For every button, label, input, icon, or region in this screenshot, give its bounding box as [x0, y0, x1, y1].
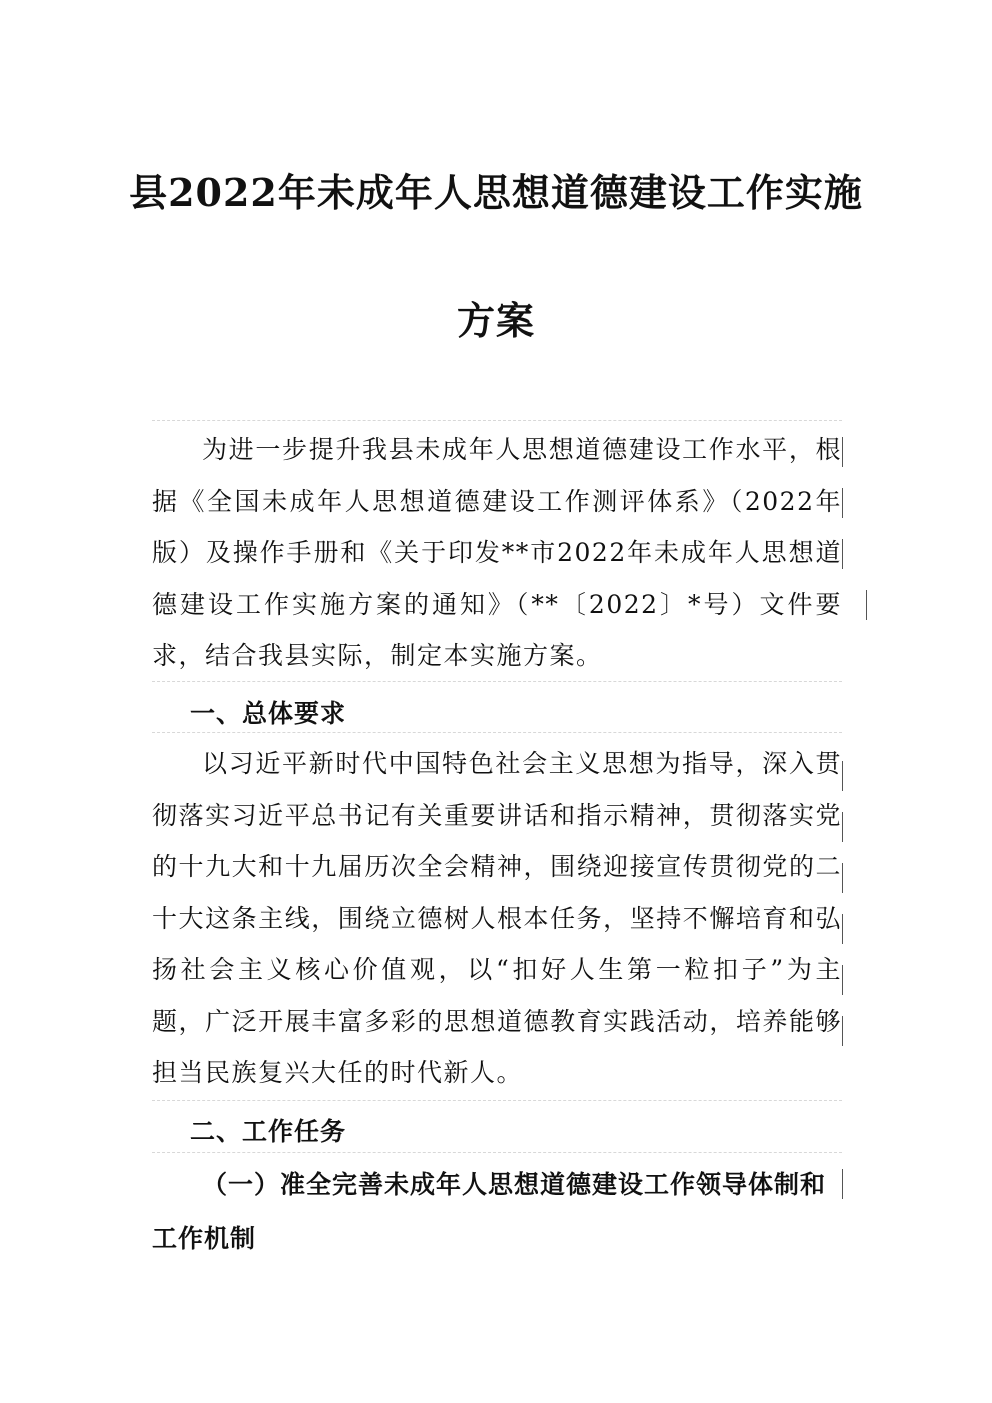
margin-mark — [842, 965, 843, 995]
margin-mark — [842, 488, 843, 518]
intro-paragraph: 为进一步提升我县未成年人思想道德建设工作水平，根据《全国未成年人思想道德建设工作测评体系》（2022年版）及操作手册和《关于印发**市2022年未成年人思想道德建设工作实施方案的通知》（**〔2022〕*号）文件要求，结合我县实际，制定本实施方案。 — [152, 435, 842, 670]
margin-mark — [842, 1016, 843, 1046]
section-heading-work-tasks: 二、工作任务 — [190, 1117, 347, 1146]
margin-mark — [866, 590, 867, 620]
document-title-line-2: 方案 — [456, 298, 535, 343]
margin-mark — [842, 437, 843, 467]
section-divider — [152, 732, 842, 733]
margin-mark — [842, 812, 843, 842]
section1-block — [152, 738, 842, 1099]
margin-mark — [842, 1169, 843, 1199]
margin-mark — [842, 914, 843, 944]
section-divider — [152, 681, 842, 682]
subsection-heading-leadership-system: （一）准全完善未成年人思想道德建设工作领导体制和工作机制 — [152, 1170, 827, 1253]
margin-mark — [842, 539, 843, 569]
section-divider — [152, 1100, 842, 1101]
document-title-line-1: 县2022年未成年人思想道德建设工作实施 — [129, 170, 863, 215]
section-divider — [152, 1152, 842, 1153]
section-divider — [152, 420, 842, 421]
margin-mark — [842, 761, 843, 791]
section-heading-overall-requirements: 一、总体要求 — [190, 699, 347, 728]
intro-block — [152, 424, 842, 682]
section1-paragraph: 以习近平新时代中国特色社会主义思想为指导，深入贯彻落实习近平总书记有关重要讲话和指示精神，贯彻落实党的十九大和十九届历次全会精神，围绕迎接宣传贯彻党的二十大这条主线，围绕立德树人根本任务，坚持不懈培育和弘扬社会主义核心价值观，以“扣好人生第一粒扣子”为主题，广泛开展丰富多彩的思想道德教育实践活动，培养能够担当民族复兴大任的时代新人。 — [152, 749, 842, 1087]
margin-mark — [842, 863, 843, 893]
